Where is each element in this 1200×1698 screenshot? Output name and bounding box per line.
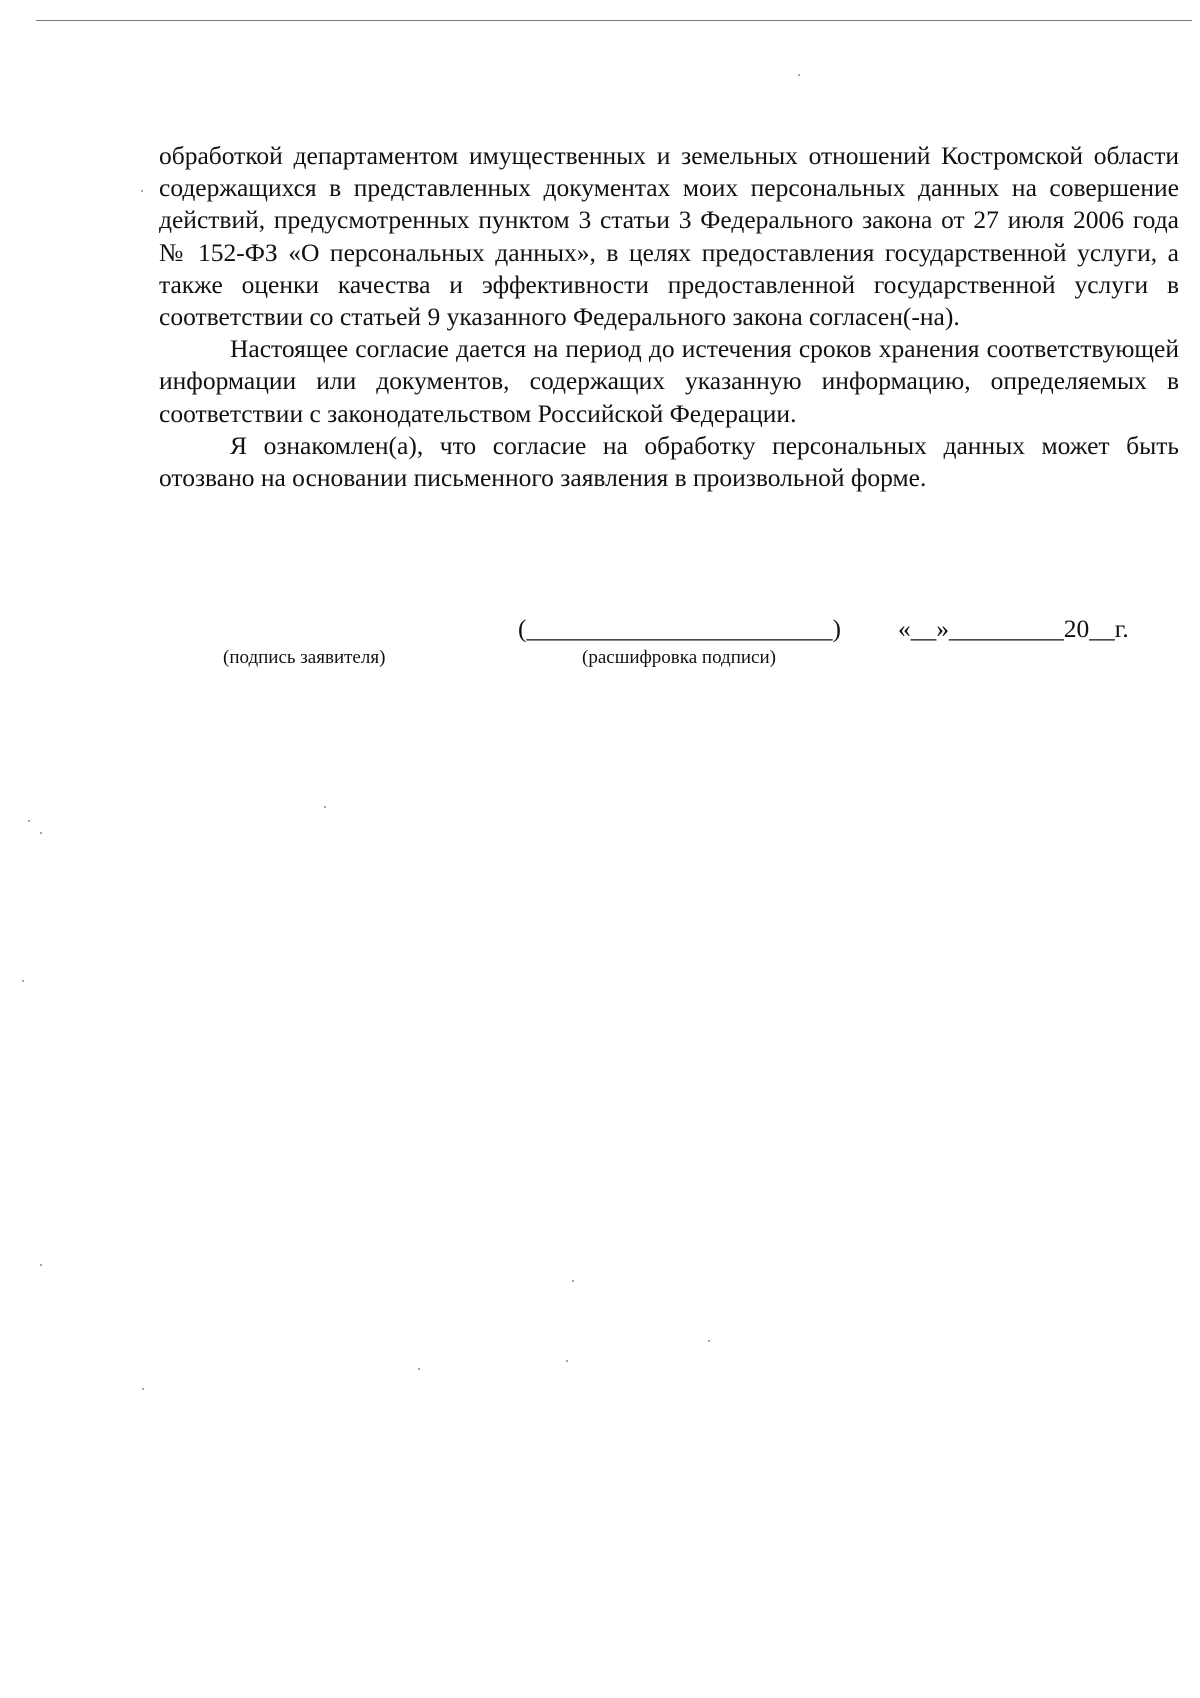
scan-speck	[141, 190, 143, 192]
scan-speck	[40, 832, 42, 834]
scan-speck	[572, 1280, 574, 1282]
applicant-signature-caption: (подпись заявителя)	[223, 647, 386, 668]
consent-text	[159, 140, 1179, 494]
scan-speck	[798, 74, 800, 76]
paragraph-revocation: Я ознакомлен(а), что согласие на обработку персональных данных может быть отозвано на основании письменного заявления в произвольной форме.	[159, 430, 1179, 493]
top-rule	[36, 20, 1192, 21]
scan-speck	[40, 1264, 42, 1266]
scan-speck	[142, 1388, 144, 1390]
scan-speck	[324, 806, 326, 808]
scan-speck	[566, 1360, 568, 1362]
scan-speck	[708, 1340, 710, 1342]
scan-speck	[418, 1368, 420, 1370]
paragraph-consent-period: Настоящее согласие дается на период до истечения сроков хранения соответствующей информации или документов, содержащих указанную информацию, определяемых в соответствии с законодательством Российской Федерации.	[159, 334, 1179, 428]
signature-decryption-blank: (________________________)	[518, 614, 841, 643]
scan-speck	[22, 980, 24, 982]
paragraph-processing-consent: обработкой департаментом имущественных и земельных отношений Костромской области содержащихся в представленных документах моих персональных данных на совершение действий, предусмотренных пунктом 3 статьи 3 Федерального закона от 27 июля 2006 года № 152-ФЗ «О персональных данных», в целях предоставления государственной услуги, а также оценки качества и эффективности предоставленной государственной услуги в соответствии со статьей 9 указанного Федерального закона согласен(-на).	[159, 141, 1179, 332]
signature-decryption-caption: (расшифровка подписи)	[582, 647, 776, 668]
scan-speck	[28, 820, 30, 822]
date-blank: «__»_________20__г.	[898, 614, 1129, 643]
